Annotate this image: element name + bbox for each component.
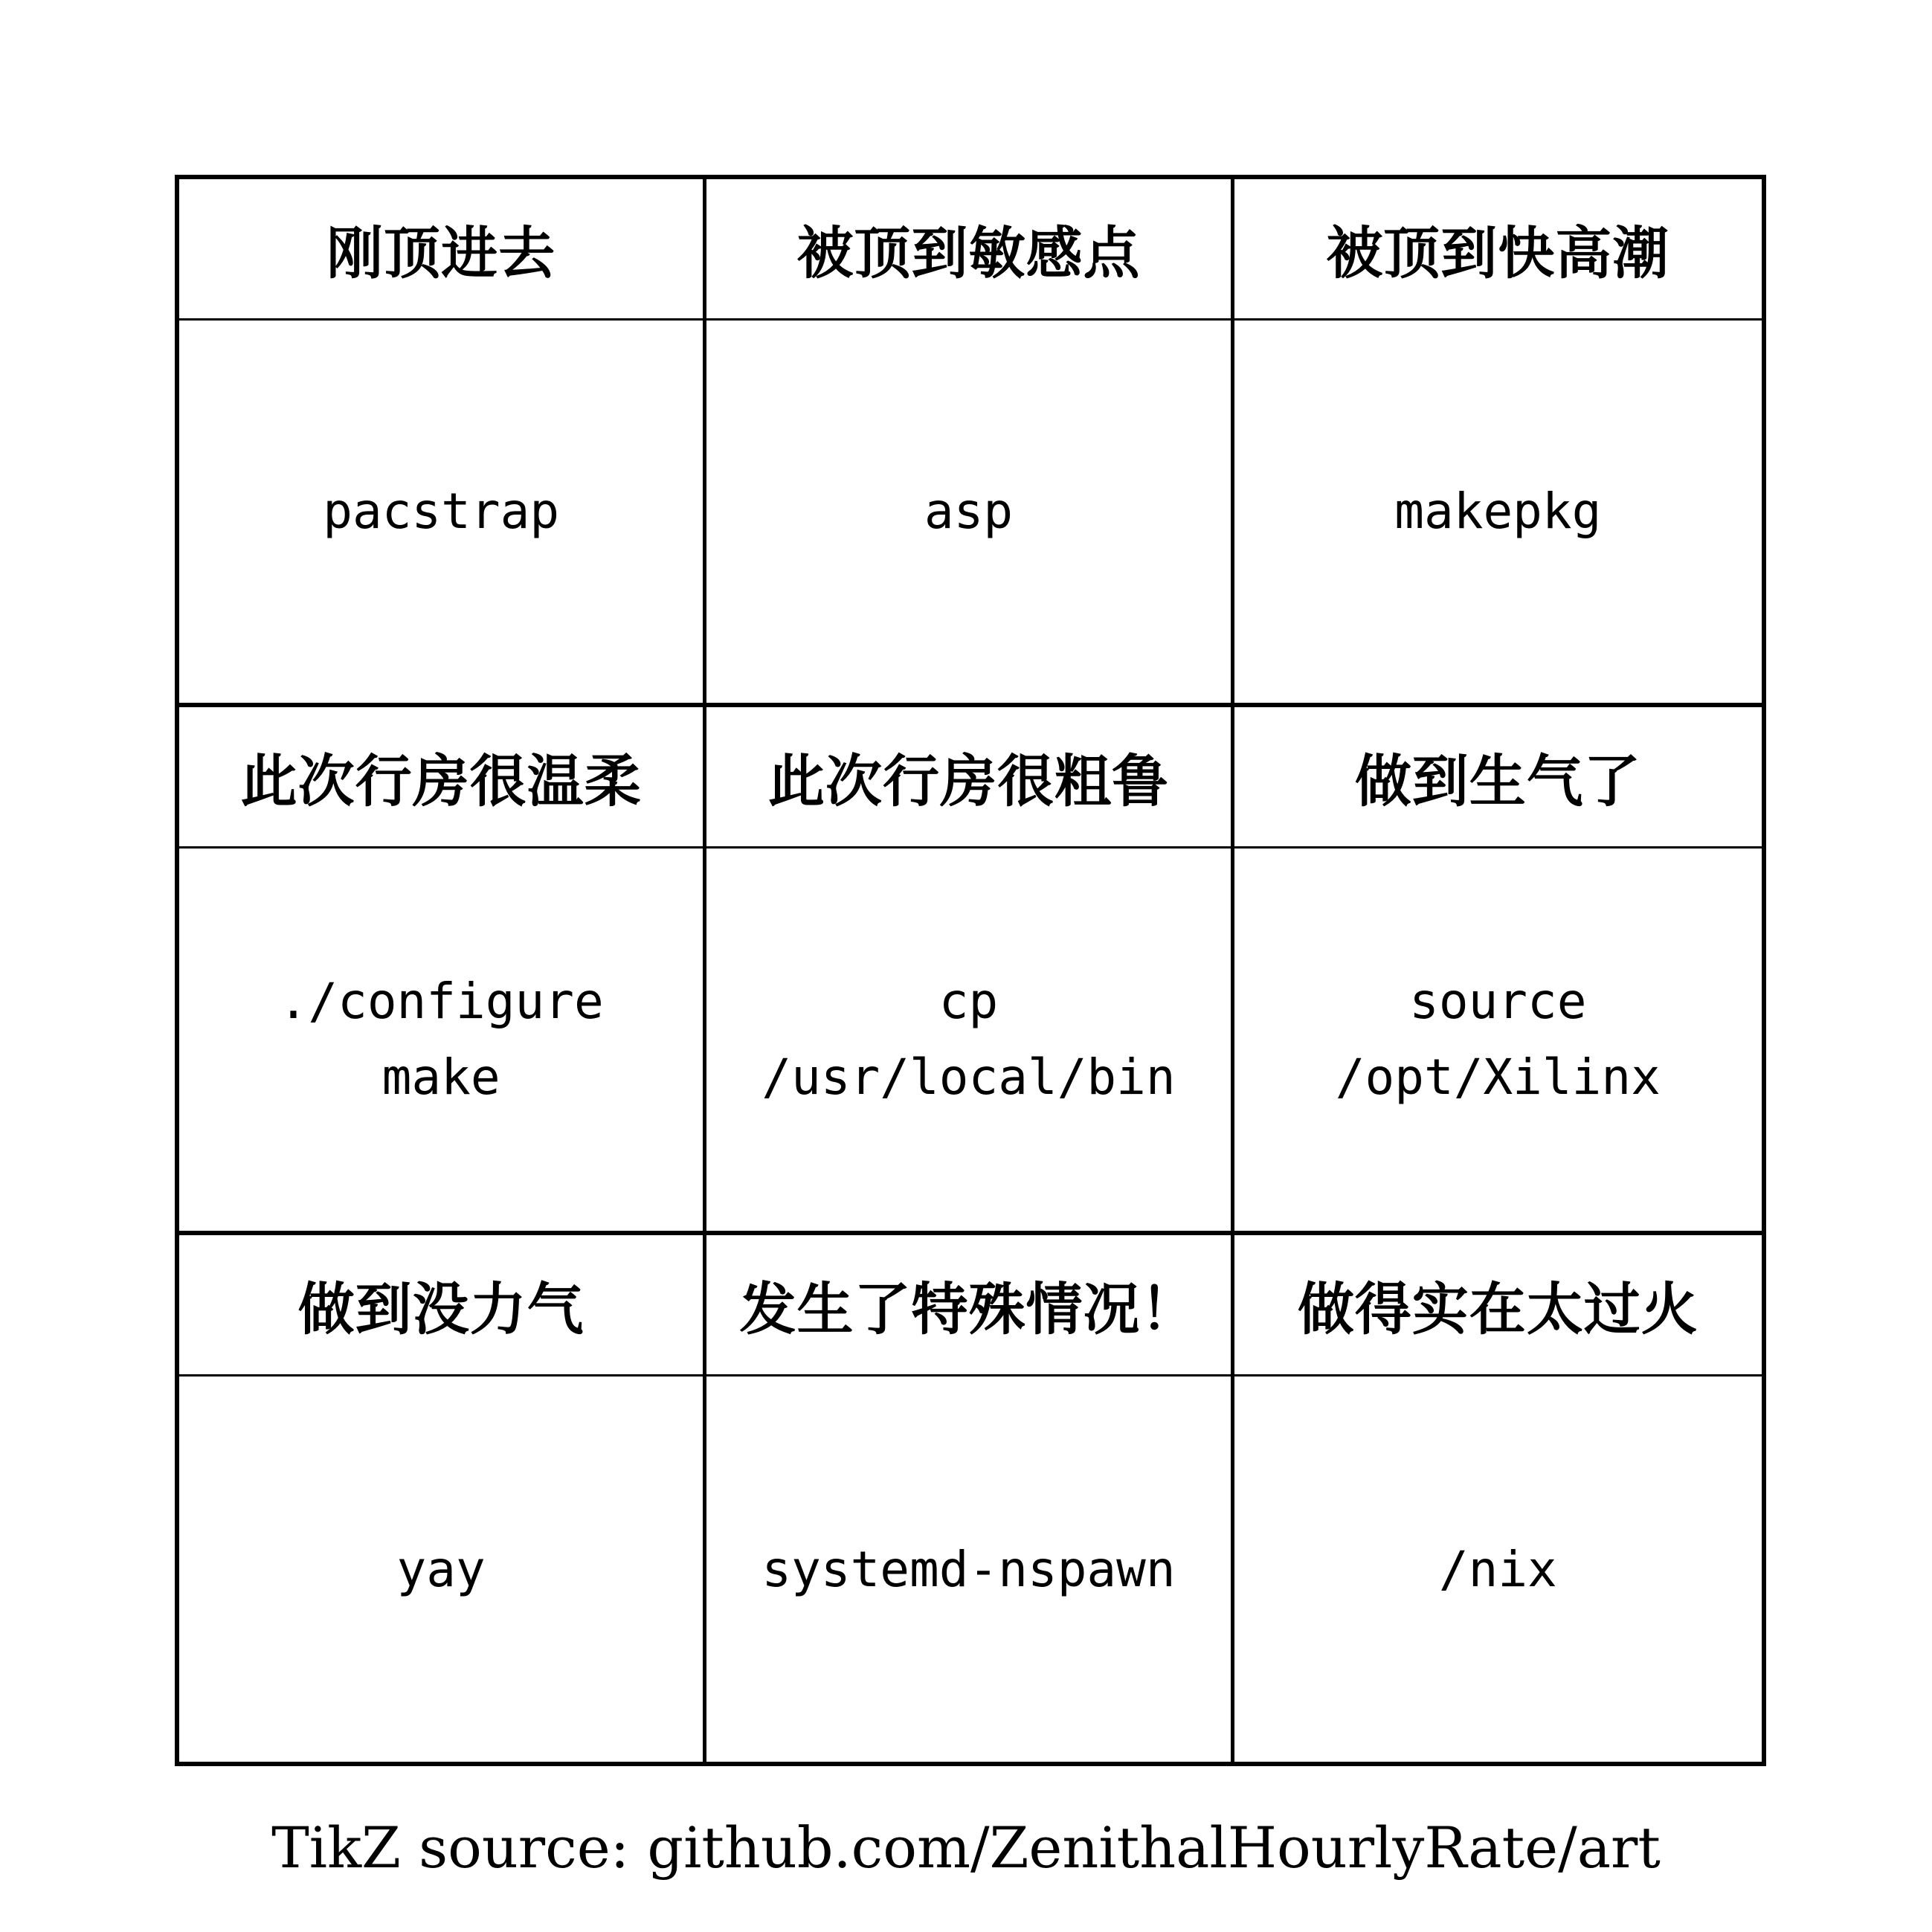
command-cell: [179, 849, 706, 1235]
heading-cell: [1234, 1235, 1762, 1376]
heading-cell: [179, 707, 706, 849]
command-grid: [175, 175, 1766, 1766]
cell-heading: 做得实在太过火: [1297, 1276, 1698, 1342]
cell-commands: [1394, 474, 1601, 550]
command-line: ./configure: [278, 973, 604, 1030]
command-line: /opt/Xilinx: [1335, 1049, 1661, 1106]
heading-cell: [179, 1235, 706, 1376]
cell-heading: 此次行房很温柔: [240, 748, 642, 814]
cell-heading: 被顶到敏感点: [796, 220, 1141, 286]
cell-heading: 做到生气了: [1354, 748, 1641, 814]
heading-cell: [1234, 179, 1762, 321]
cell-commands: [761, 964, 1175, 1115]
command-line: makepkg: [1394, 483, 1602, 540]
cell-commands: [924, 474, 1013, 550]
cell-commands: [279, 964, 604, 1115]
cell-heading: 做到没力气: [297, 1276, 585, 1342]
command-cell: [1234, 321, 1762, 707]
command-line: make: [381, 1049, 500, 1106]
command-cell: [706, 849, 1234, 1235]
command-cell: [179, 1376, 706, 1763]
command-line: asp: [924, 483, 1014, 540]
command-line: /usr/local/bin: [761, 1049, 1176, 1106]
cell-commands: [1439, 1532, 1557, 1608]
cell-heading: 此次行房很粗鲁: [767, 748, 1169, 814]
cell-commands: [323, 474, 559, 550]
heading-cell: [706, 1235, 1234, 1376]
command-line: pacstrap: [323, 483, 560, 540]
heading-cell: [706, 179, 1234, 321]
source-credit: TikZ source: github.com/ZenithalHourlyRate/art: [271, 1815, 1661, 1881]
cell-heading: 刚顶进去: [326, 220, 556, 286]
cell-commands: [1336, 964, 1661, 1115]
cell-commands: [761, 1532, 1175, 1608]
command-cell: [1234, 849, 1762, 1235]
command-line: /nix: [1438, 1541, 1557, 1598]
command-line: cp: [938, 973, 999, 1030]
heading-cell: [706, 707, 1234, 849]
heading-cell: [1234, 707, 1762, 849]
command-line: source: [1409, 973, 1587, 1030]
cell-commands: [397, 1532, 486, 1608]
command-cell: [706, 321, 1234, 707]
command-cell: [1234, 1376, 1762, 1763]
heading-cell: [179, 179, 706, 321]
command-cell: [706, 1376, 1234, 1763]
command-line: yay: [396, 1541, 486, 1598]
cell-heading: 发生了特殊情况！: [739, 1276, 1198, 1342]
cell-heading: 被顶到快高潮: [1326, 220, 1670, 286]
command-line: systemd-nspawn: [761, 1541, 1176, 1598]
command-cell: [179, 321, 706, 707]
